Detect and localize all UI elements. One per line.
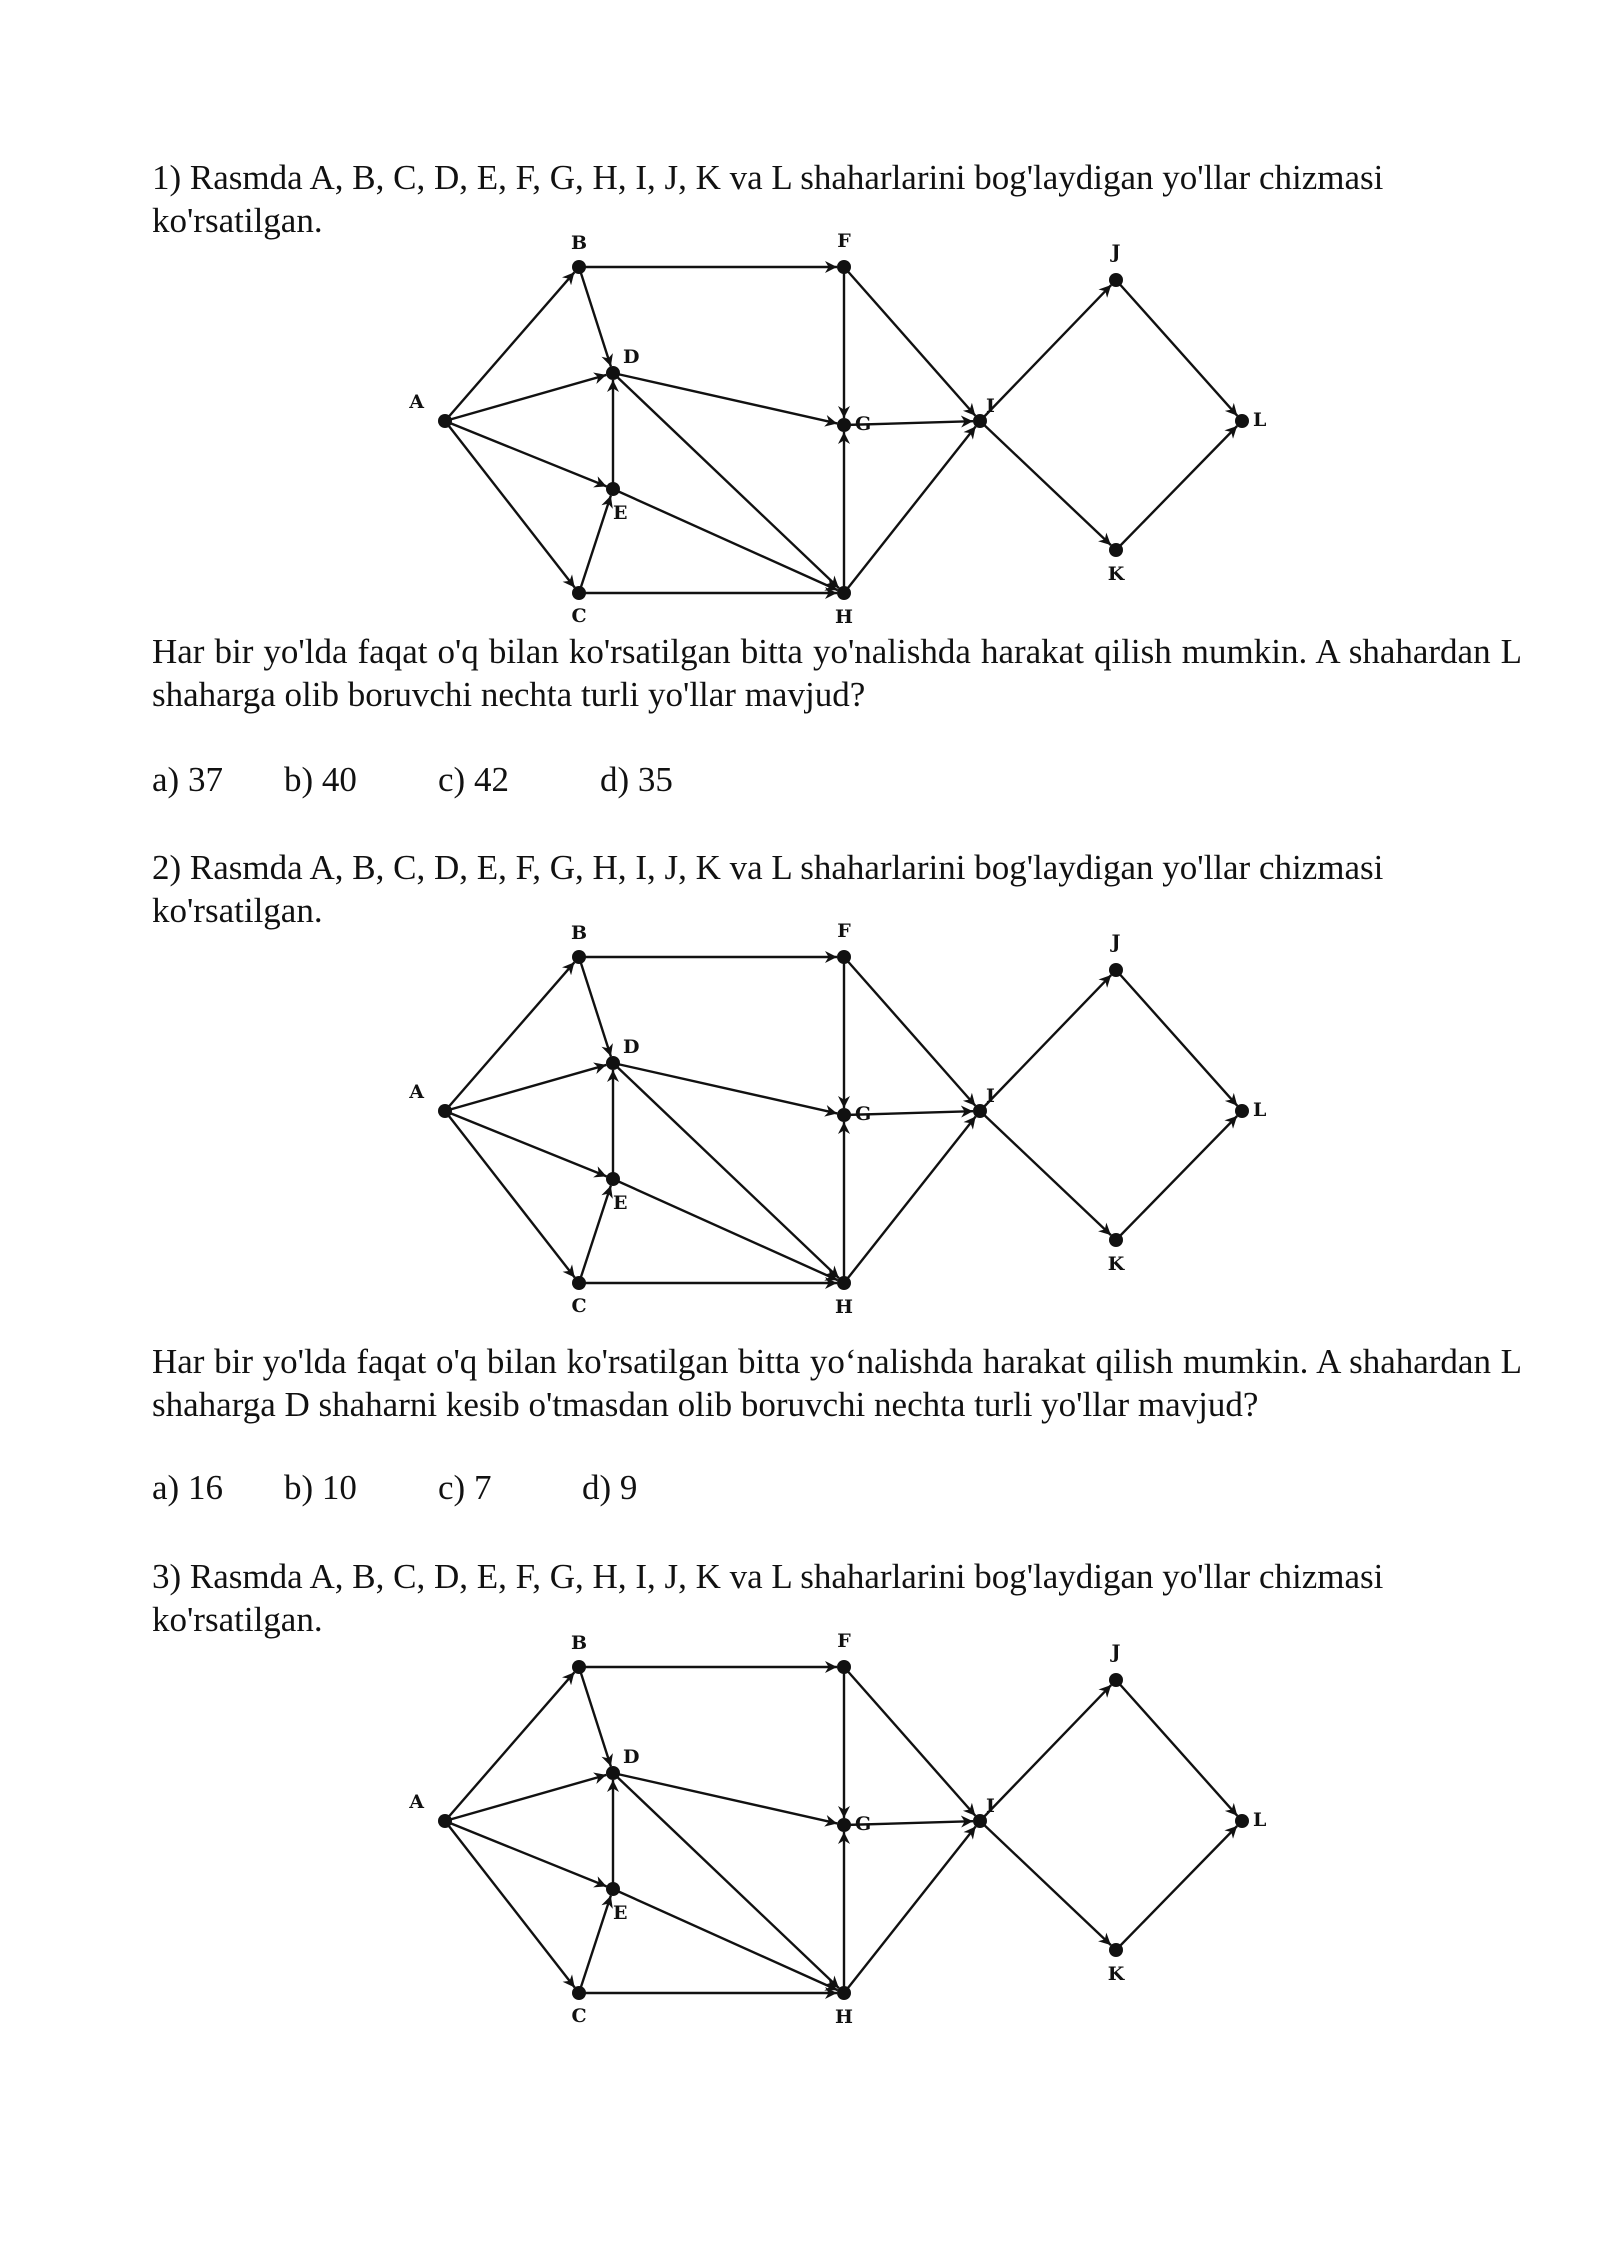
node-label-A: A (409, 1791, 424, 1813)
node-L (1235, 1104, 1249, 1118)
node-label-D: D (623, 1746, 640, 1768)
node-B (572, 950, 586, 964)
node-label-B: B (570, 232, 588, 254)
node-F (837, 950, 851, 964)
node-label-H: H (835, 606, 853, 628)
node-J (1109, 273, 1123, 287)
question-2-text: Har bir yo'lda faqat o'q bilan ko'rsatilgan bitta yo‘nalishda harakat qilish mumkin. A shahardan L shaharga D shaharni kesib o'tmasdan olib boruvchi nechta turli yo'llar mavjud? (152, 1342, 1522, 1424)
edge-D-H (613, 1063, 839, 1278)
node-H (837, 1986, 851, 2000)
node-label-J: J (1111, 241, 1121, 263)
edge-D-H (613, 1773, 839, 1988)
question-1-intro: 1) Rasmda A, B, C, D, E, F, G, H, I, J, K va L shaharlarini bog'laydigan yo'llar chizmasi ko'rsatilgan. (152, 158, 1384, 240)
question-2-option-a: a) 16 (152, 1468, 223, 1507)
node-label-E: E (613, 1902, 628, 1924)
node-label-G: G (855, 413, 872, 435)
node-D (606, 1056, 620, 1070)
node-label-E: E (613, 1192, 628, 1214)
edge-D-G (613, 1063, 837, 1113)
node-L (1235, 1814, 1249, 1828)
edge-I-K (980, 1111, 1111, 1235)
node-E (606, 1882, 620, 1896)
edge-C-E (579, 1896, 611, 1993)
node-C (572, 1986, 586, 2000)
node-E (606, 1172, 620, 1186)
node-G (837, 1108, 851, 1122)
edge-I-K (980, 1821, 1111, 1945)
edge-A-B (445, 1672, 574, 1821)
question-2-option-c: c) 7 (438, 1468, 492, 1507)
edge-E-H (613, 489, 838, 590)
node-E (606, 482, 620, 496)
edge-C-E (579, 496, 611, 593)
node-A (438, 414, 452, 428)
node-A (438, 1814, 452, 1828)
node-K (1109, 543, 1123, 557)
node-label-B: B (570, 922, 588, 944)
node-D (606, 366, 620, 380)
edge-D-H (613, 373, 839, 588)
node-L (1235, 414, 1249, 428)
edge-H-I (844, 1116, 976, 1283)
node-B (572, 1660, 586, 1674)
edge-D-G (613, 1773, 837, 1823)
node-label-K: K (1107, 1963, 1125, 1985)
edge-H-I (844, 1826, 976, 1993)
node-label-D: D (623, 346, 640, 368)
edge-F-I (844, 1667, 975, 1816)
node-B (572, 260, 586, 274)
node-label-F: F (837, 1630, 851, 1652)
node-F (837, 260, 851, 274)
question-1-option-a: a) 37 (152, 760, 223, 799)
edge-I-J (980, 285, 1111, 421)
node-F (837, 1660, 851, 1674)
node-label-B: B (570, 1632, 588, 1654)
edge-F-I (844, 957, 975, 1106)
node-label-C: C (571, 1295, 587, 1317)
question-2-intro: 2) Rasmda A, B, C, D, E, F, G, H, I, J, K va L shaharlarini bog'laydigan yo'llar chizmasi ko'rsatilgan. (152, 848, 1384, 930)
question-1-option-b: b) 40 (284, 760, 357, 799)
edge-H-I (844, 426, 976, 593)
edge-K-L (1116, 1116, 1237, 1240)
node-C (572, 586, 586, 600)
question-3-intro: 3) Rasmda A, B, C, D, E, F, G, H, I, J, K va L shaharlarini bog'laydigan yo'llar chizmasi ko'rsatilgan. (152, 1557, 1384, 1639)
node-label-E: E (613, 502, 628, 524)
node-label-I: I (986, 1085, 995, 1107)
node-label-J: J (1111, 931, 1121, 953)
edge-J-L (1116, 280, 1237, 416)
node-label-F: F (837, 230, 851, 252)
question-1-text: Har bir yo'lda faqat o'q bilan ko'rsatilgan bitta yo'nalishda harakat qilish mumkin. A shahardan L shaharga olib boruvchi nechta turli yo'llar mavjud? (152, 632, 1522, 714)
edge-A-D (445, 375, 606, 421)
edge-J-L (1116, 1680, 1237, 1816)
node-G (837, 418, 851, 432)
node-label-D: D (623, 1036, 640, 1058)
node-label-K: K (1107, 1253, 1125, 1275)
node-label-C: C (571, 2005, 587, 2027)
edge-J-L (1116, 970, 1237, 1106)
edge-B-D (579, 267, 611, 366)
node-label-I: I (986, 395, 995, 417)
question-2-option-d: d) 9 (582, 1468, 638, 1507)
node-label-A: A (409, 1081, 424, 1103)
edge-K-L (1116, 1826, 1237, 1950)
edge-D-G (613, 373, 837, 423)
node-K (1109, 1943, 1123, 1957)
node-label-G: G (855, 1103, 872, 1125)
node-label-G: G (855, 1813, 872, 1835)
edge-A-B (445, 962, 574, 1111)
node-H (837, 1276, 851, 1290)
node-label-F: F (837, 920, 851, 942)
node-label-L: L (1253, 1809, 1267, 1831)
node-G (837, 1818, 851, 1832)
edge-A-D (445, 1775, 606, 1821)
node-J (1109, 963, 1123, 977)
node-label-L: L (1253, 409, 1267, 431)
edge-E-H (613, 1889, 838, 1990)
node-K (1109, 1233, 1123, 1247)
node-J (1109, 1673, 1123, 1687)
edge-F-I (844, 267, 975, 416)
node-label-I: I (986, 1795, 995, 1817)
edge-I-J (980, 1685, 1111, 1821)
node-H (837, 586, 851, 600)
question-1-option-c: c) 42 (438, 760, 509, 799)
question-1-option-d: d) 35 (600, 760, 673, 799)
edge-C-E (579, 1186, 611, 1283)
node-label-H: H (835, 1296, 853, 1318)
node-A (438, 1104, 452, 1118)
edge-E-H (613, 1179, 838, 1280)
node-label-L: L (1253, 1099, 1267, 1121)
edge-I-K (980, 421, 1111, 545)
node-I (973, 1814, 987, 1828)
node-label-J: J (1111, 1641, 1121, 1663)
edge-K-L (1116, 426, 1237, 550)
node-label-H: H (835, 2006, 853, 2028)
edge-A-D (445, 1065, 606, 1111)
question-3-graph-diagram (0, 1625, 1600, 2045)
edge-B-D (579, 1667, 611, 1766)
question-1-graph-diagram (0, 225, 1600, 645)
question-2-graph-diagram (0, 915, 1600, 1335)
edge-A-B (445, 272, 574, 421)
node-label-A: A (409, 391, 424, 413)
edge-I-J (980, 975, 1111, 1111)
node-I (973, 414, 987, 428)
node-I (973, 1104, 987, 1118)
node-label-K: K (1107, 563, 1125, 585)
question-2-option-b: b) 10 (284, 1468, 357, 1507)
node-label-C: C (571, 605, 587, 627)
node-D (606, 1766, 620, 1780)
node-C (572, 1276, 586, 1290)
edge-B-D (579, 957, 611, 1056)
